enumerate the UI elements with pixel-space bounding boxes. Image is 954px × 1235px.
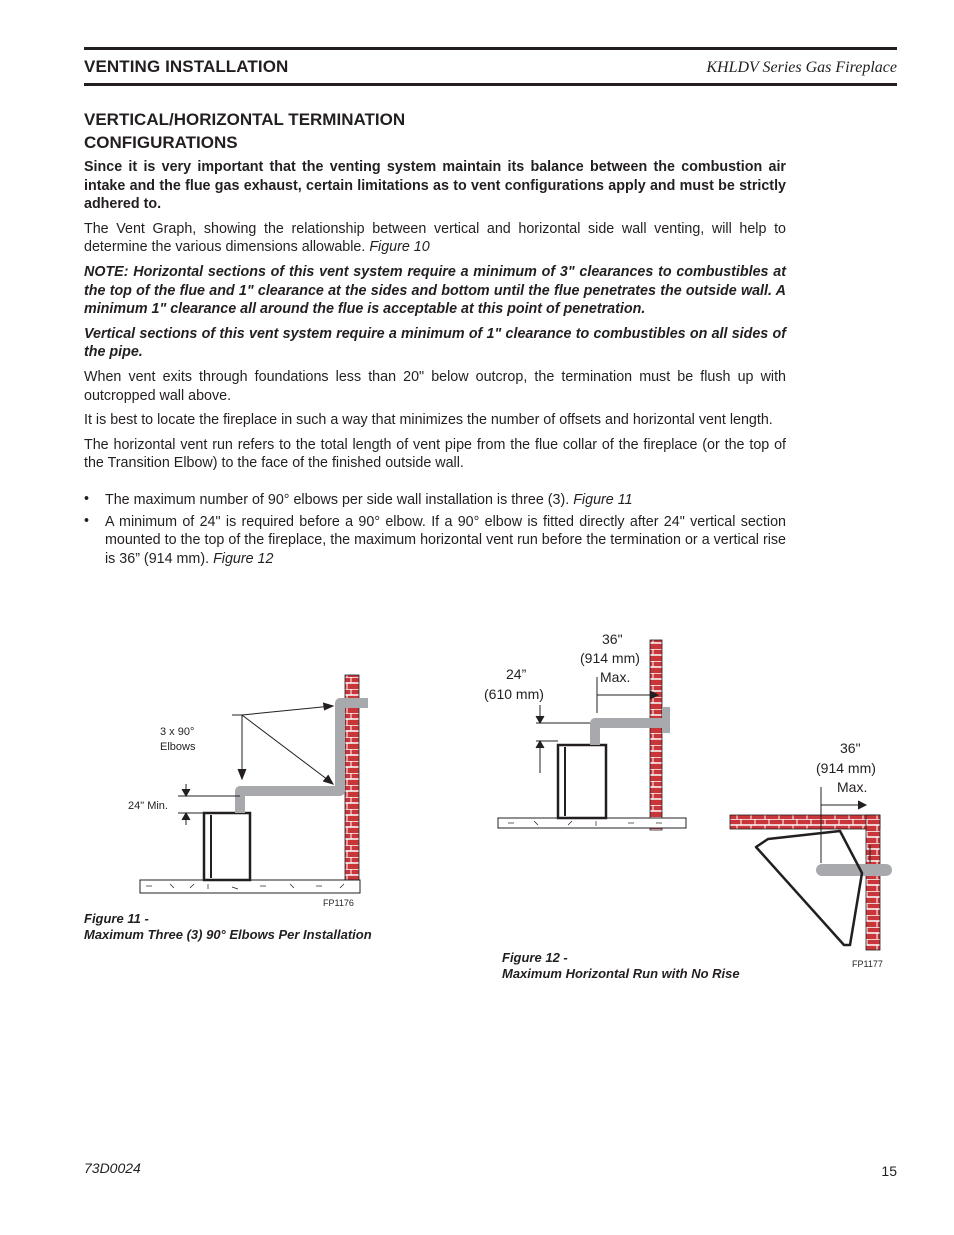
note-vertical: Vertical sections of this vent system require a minimum of 1" clearance to combustibles on all sides of the pipe. (84, 325, 786, 361)
label-max-line2: (914 mm) (580, 650, 640, 666)
label-max-line2: (914 mm) (816, 760, 876, 776)
figure-11-ref: Figure 11 (573, 491, 633, 508)
body-text (84, 158, 786, 571)
bullet-marker: • (84, 490, 90, 507)
floor (140, 880, 360, 893)
figure-12-ref: Figure 12 (213, 550, 274, 567)
offsets-paragraph: It is best to locate the fireplace in such a way that minimizes the number of offsets and horizontal vent length. (84, 412, 773, 429)
label-elbows-line2: Elbows (160, 741, 196, 753)
vent-graph-text: The Vent Graph, showing the relationship between vertical and horizontal side wall venting, will help to determine the various dimensions allowable. (84, 220, 786, 256)
bullet-list (84, 491, 786, 568)
header-product-name: KHLDV Series Gas Fireplace (706, 59, 897, 76)
figure-11-caption-line2: Maximum Three (3) 90° Elbows Per Installation (84, 927, 372, 942)
outside-wall (866, 815, 880, 950)
figure-12-caption (502, 950, 740, 982)
fireplace-unit (558, 745, 606, 818)
bullet-marker: • (84, 512, 90, 529)
horizontal-run-paragraph: The horizontal vent run refers to the total length of vent pipe from the flue collar of the fireplace (or the top of the Transition Elbow) to the face of the finished outside wall. (84, 436, 786, 472)
fireplace-outline (756, 831, 862, 945)
figure-11-diagram (120, 665, 370, 915)
fireplace-unit (204, 813, 250, 880)
termination-cap (662, 707, 670, 733)
figure-12-diagram-b (720, 735, 900, 970)
label-min-line2: (610 mm) (484, 686, 544, 702)
label-min: 24" Min. (128, 800, 168, 812)
figure-11-caption (84, 911, 372, 943)
label-max-line3: Max. (600, 669, 631, 685)
top-wall (730, 815, 880, 829)
section-title-line2: CONFIGURATIONS (84, 133, 238, 152)
bullet-item (84, 491, 786, 510)
label-min-line1: 24” (506, 666, 527, 682)
figure-12-caption-line1: Figure 12 - (502, 950, 568, 965)
figure-12-caption-line2: Maximum Horizontal Run with No Rise (502, 966, 740, 981)
header-section-title: VENTING INSTALLATION (84, 57, 289, 76)
figure-11-code: FP1176 (323, 898, 354, 908)
page-number: 15 (881, 1163, 897, 1179)
figure-12-code: FP1177 (852, 959, 883, 969)
section-title (84, 108, 604, 154)
bullet-item (84, 513, 786, 569)
label-max-line1: 36" (840, 740, 861, 756)
header-bottom-rule (84, 83, 897, 86)
figure-10-ref: Figure 10 (369, 239, 430, 256)
label-max-line1: 36" (602, 631, 623, 647)
outside-wall (650, 640, 662, 830)
label-max-line3: Max. (837, 779, 868, 795)
intro-paragraph: Since it is very important that the venting system maintain its balance between the combustion air intake and the flue gas exhaust, certain limitations as to vent configurations apply and must be strictly adhered to. (84, 159, 786, 213)
header-top-rule (84, 47, 897, 50)
vent-graph-paragraph (84, 220, 786, 257)
document-number: 73D0024 (84, 1160, 141, 1176)
foundation-paragraph: When vent exits through foundations less than 20" below outcrop, the termination must be flush up with outcropped wall above. (84, 368, 786, 404)
figure-11-caption-line1: Figure 11 - (84, 911, 149, 926)
figure-12-diagram-a (478, 625, 698, 835)
elbow-leaders (232, 703, 333, 784)
section-title-line1: VERTICAL/HORIZONTAL TERMINATION (84, 110, 406, 129)
bullet-text: A minimum of 24" is required before a 90° elbow. If a 90° elbow is fitted directly after 24" vertical section mounted to the top of the fireplace, the maximum horizontal vent run before the termination or a vertical rise is 36” (914 mm). (105, 513, 786, 567)
label-elbows-line1: 3 x 90° (160, 726, 195, 738)
note-horizontal: NOTE: Horizontal sections of this vent system require a minimum of 3" clearances to combustibles at the top of the flue and 1" clearance at the sides and bottom until the flue penetrates the outside wall. A minimum 1" clearance all around the flue is acceptable at this point of penetration. (84, 263, 786, 318)
bullet-text: The maximum number of 90° elbows per side wall installation is three (3). (105, 491, 570, 508)
